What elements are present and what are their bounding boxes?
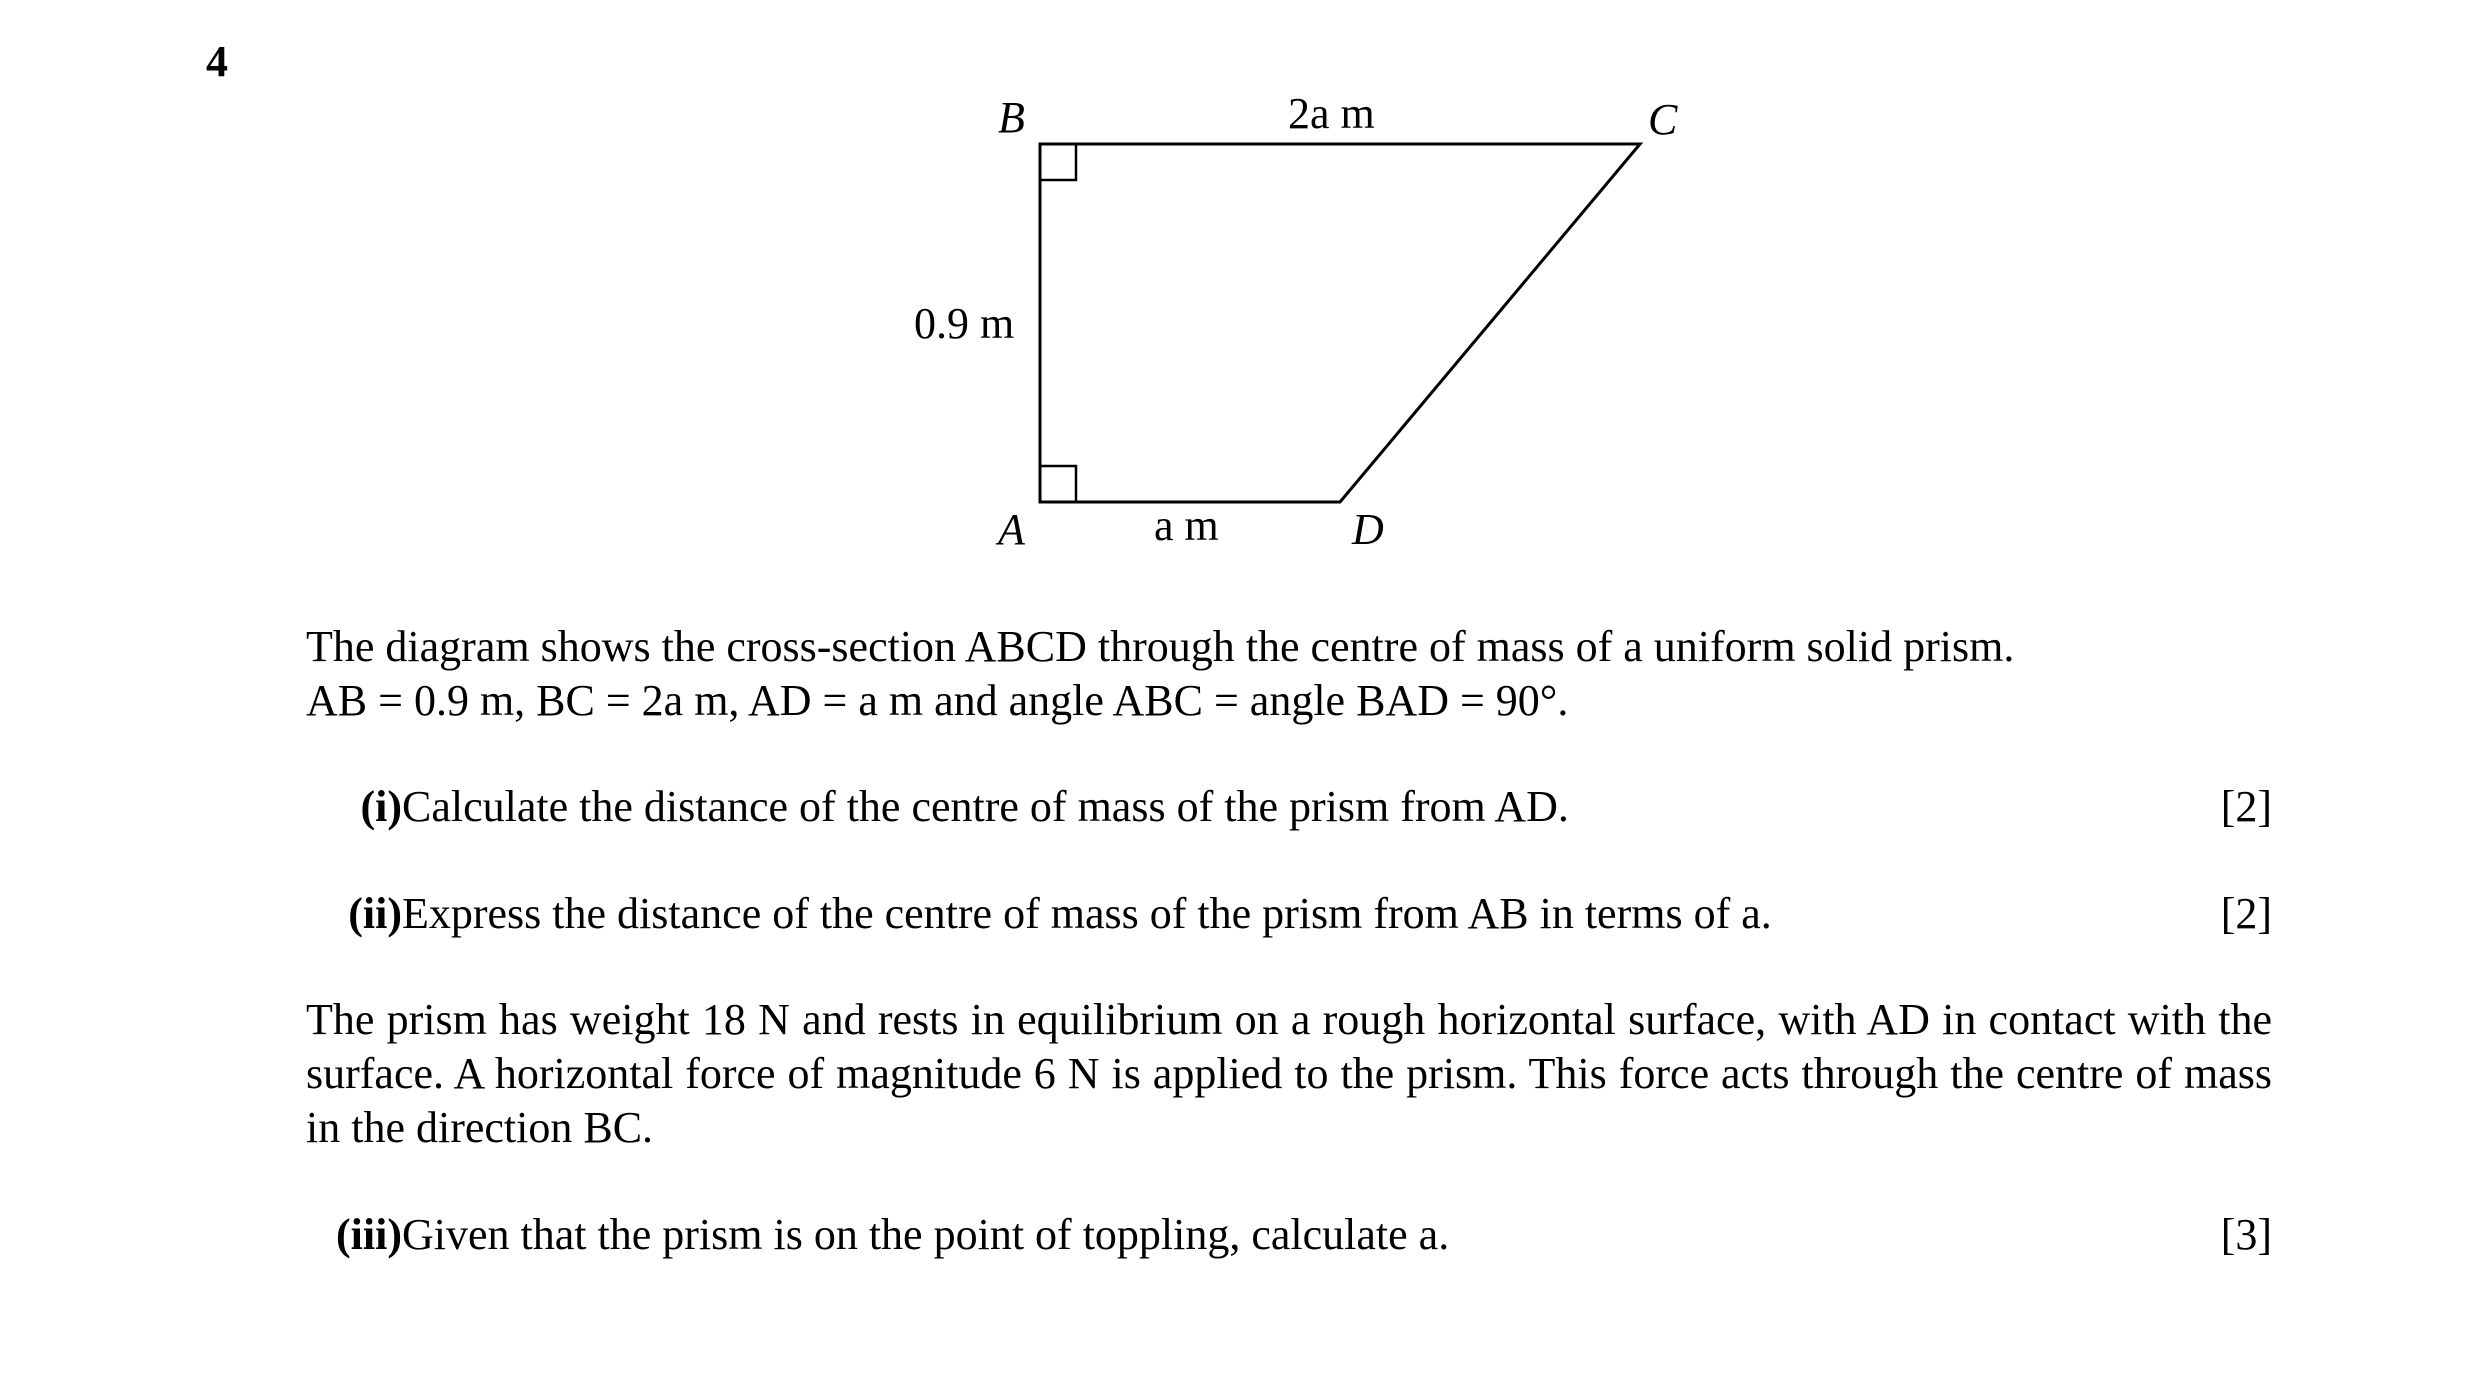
part-ii-marks: [2] <box>2220 889 2272 938</box>
edge-label-ad: a m <box>1154 501 1219 550</box>
intro-line-2: AB = 0.9 m, BC = 2a m, AD = a m and angle ABC = angle BAD = 90°. <box>306 676 1569 725</box>
vertex-label-b: B <box>998 93 1025 142</box>
right-angle-mark-a <box>1040 466 1076 502</box>
part-ii-label: (ii) <box>348 889 402 938</box>
vertex-label-a: A <box>998 505 1025 554</box>
part-iii <box>306 1208 2272 1264</box>
edge-label-bc: 2a m <box>1288 89 1375 138</box>
part-i <box>306 780 2272 836</box>
vertex-label-c: C <box>1648 95 1678 144</box>
part-ii <box>306 887 2272 943</box>
part-i-label: (i) <box>360 782 402 831</box>
intro-paragraph <box>306 620 2272 728</box>
part-i-marks: [2] <box>2220 782 2272 831</box>
question-number: 4 <box>206 37 228 86</box>
part-iii-label: (iii) <box>336 1210 402 1259</box>
trapezium-diagram <box>0 0 2480 560</box>
vertex-label-d: D <box>1352 505 1384 554</box>
right-angle-mark-b <box>1040 144 1076 180</box>
part-ii-text: Express the distance of the centre of mass of the prism from AB in terms of a. <box>402 889 1772 938</box>
part-iii-text: Given that the prism is on the point of toppling, calculate a. <box>402 1210 1450 1259</box>
part-i-text: Calculate the distance of the centre of mass of the prism from AD. <box>402 782 1569 831</box>
trapezium-outline <box>1040 144 1640 502</box>
intro-line-1: The diagram shows the cross-section ABCD through the centre of mass of a uniform solid prism. <box>306 622 2015 671</box>
setup-paragraph: The prism has weight 18 N and rests in equilibrium on a rough horizontal surface, with AD in contact with the surface. A horizontal force of magnitude 6 N is applied to the prism. This force acts through the centre of mass in the direction BC. <box>306 995 2272 1152</box>
edge-label-ab: 0.9 m <box>914 299 1015 348</box>
part-iii-marks: [3] <box>2220 1210 2272 1259</box>
